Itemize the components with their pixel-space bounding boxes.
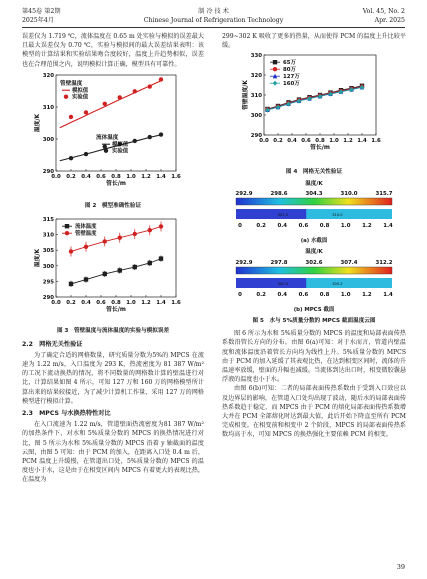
- cbar-a-position-label: 0: [238, 223, 242, 230]
- figure-3-caption: 图 3 管壁温度与流体温度的实验与模拟误差: [56, 328, 170, 335]
- cbar-b-scale-label: 292.9: [235, 259, 253, 266]
- journal-title-cn: 制 冷 技 术: [198, 8, 229, 15]
- fig2-y-tick-label: 290: [42, 168, 54, 175]
- fig2-legend-swatch: [64, 94, 68, 98]
- fig2-data-point: [103, 101, 107, 105]
- cbar-a-scale-label: 298.6: [270, 191, 288, 198]
- volume-label: Vol. 45, No. 2: [362, 8, 405, 15]
- cbar-a-gradient-bar: [236, 198, 392, 205]
- fig3-data-point: [84, 278, 88, 282]
- fig2-legend-label: 实验值: [72, 94, 89, 101]
- fig4-legend-marker: [273, 81, 277, 86]
- cbar-b-position-label: 1.0: [340, 291, 351, 298]
- fig3-x-tick-label: 0.0: [51, 300, 61, 307]
- continued-paragraph: 299~302 K 吸收了更多的热量，从而使得 PCM 的温度上升比较平缓。: [222, 33, 406, 50]
- cbar-b-position-label: 1.4: [383, 291, 393, 298]
- fig2-data-point: [84, 110, 88, 114]
- fig2-annotation-wall: 管壁温度: [60, 80, 83, 87]
- fig4-y-axis-label: 管壁温度/K: [243, 80, 249, 111]
- subfigure-b-caption: (b) MPCS 截面: [293, 306, 335, 313]
- left-column: [22, 32, 204, 485]
- fig2-data-point: [148, 135, 152, 139]
- fig2-x-tick-label: 0.6: [96, 173, 106, 180]
- figure-4-caption: 图 4 网格无关性验证: [285, 168, 343, 175]
- volume-date: Apr. 2025: [374, 17, 405, 24]
- section-2-3-paragraph: 在入口流速为 1.22 m/s，管道壁面热流密度为81 387 W/m² 的加热条件下，对水和 5%质量分数的 MPCS 的换热情况进行对比，图 5 所示为水和 5%质量分数的 MPCS 沿着 y 轴截面的温度云图，由图 5 可知：由于 PCM 的加入，在距离入口处 0.4 m 后，PCM 温度上升缓慢，在管道出口处，5%质量分数的 MPCS 的温度也小于水，这是由于在相变区间内 MPCS 有着更大的表观比热，在温度为: [22, 421, 204, 484]
- cbar-b-position-label: 0.4: [277, 291, 288, 298]
- fig2-legend-label: 模拟值: [112, 141, 129, 148]
- fig4-x-tick-label: 0.6: [301, 138, 311, 145]
- cbar-b-gradient-bar: [236, 267, 392, 274]
- fig4-x-tick-label: 0.2: [273, 138, 283, 145]
- fig3-x-tick-label: 1.6: [171, 300, 181, 307]
- fig2-x-tick-label: 1.6: [171, 173, 181, 180]
- fig3-x-tick-label: 0.2: [66, 300, 76, 307]
- fig4-x-axis-label: 管长/m: [310, 145, 330, 152]
- fig3-x-tick-label: 0.8: [111, 300, 121, 307]
- fig3-x-tick-label: 1.0: [126, 300, 136, 307]
- figure-4-chart: [222, 50, 406, 162]
- fig4-legend-label: 160万: [283, 81, 300, 88]
- cbar-b-scale-label: 302.6: [305, 259, 323, 266]
- colorbar-b-title: 温度/K: [305, 249, 323, 256]
- fig2-legend-label: 模拟值: [72, 87, 89, 94]
- figure-2-chart: [22, 69, 204, 197]
- fig3-data-point: [69, 282, 73, 286]
- fig2-data-point: [69, 156, 73, 160]
- fig4-series-line: [268, 88, 363, 111]
- cbar-b-position-label: 0.2: [256, 291, 266, 298]
- fig3-legend-label: 管壁温度: [75, 231, 97, 238]
- fig3-data-point: [118, 268, 122, 272]
- figure-2-caption: 图 2 模型准确性验证: [84, 203, 142, 210]
- cbar-b-contour-label: 305.2: [332, 281, 343, 286]
- cbar-b-position-label: 0.8: [319, 291, 330, 298]
- cbar-a-position-label: 0.4: [277, 223, 288, 230]
- fig2-data-point: [133, 139, 137, 143]
- cbar-a-contour-label: 310.0: [332, 213, 343, 218]
- fig3-data-point: [133, 265, 137, 269]
- fig3-x-tick-label: 0.6: [96, 300, 106, 307]
- cbar-b-scale-label: 297.8: [270, 259, 288, 266]
- fig2-x-axis-label: 管长/m: [106, 180, 126, 187]
- fig2-x-tick-label: 1.0: [126, 173, 136, 180]
- page-header: [22, 7, 405, 29]
- fig3-x-tick-label: 1.2: [141, 300, 151, 307]
- fig4-x-tick-label: 0.4: [287, 138, 297, 145]
- fig2-x-tick-label: 0.2: [66, 173, 76, 180]
- colorbar-b: [222, 258, 406, 302]
- fig3-x-tick-label: 1.4: [156, 300, 166, 307]
- fig4-y-tick-label: 320: [250, 73, 262, 80]
- fig2-annotation-fluid: 流体温度: [96, 134, 119, 141]
- fig3-x-axis-label: 管长/m: [106, 307, 126, 314]
- fig3-y-tick-label: 315: [42, 217, 54, 224]
- fig2-data-point: [103, 144, 107, 148]
- cbar-b-scale-label: 312.2: [375, 259, 393, 266]
- cbar-b-position-label: 0.6: [298, 291, 309, 298]
- fig3-data-point: [159, 225, 163, 229]
- subfigure-a-caption: (a) 水截面: [300, 238, 328, 245]
- fig4-y-tick-label: 310: [250, 93, 262, 100]
- fig2-data-point: [69, 115, 73, 119]
- cbar-b-position-label: 0: [238, 291, 242, 298]
- fig2-data-point: [84, 152, 88, 156]
- fig2-legend-swatch: [104, 148, 108, 152]
- fig2-x-tick-label: 0.4: [81, 173, 91, 180]
- fig3-data-point: [148, 261, 152, 265]
- issue-label: 第45卷 第2期: [22, 8, 61, 15]
- fig4-legend-label: 80万: [283, 67, 296, 74]
- fig3-data-point: [69, 249, 73, 253]
- fig3-data-point: [84, 245, 88, 249]
- right-column: [222, 32, 406, 440]
- journal-title-en: Chinese Journal of Refrigeration Technology: [143, 17, 284, 24]
- fig3-data-point: [148, 228, 152, 232]
- fig4-x-tick-label: 0.0: [259, 138, 269, 145]
- issue-date: 2025年4月: [22, 17, 55, 24]
- cbar-a-position-label: 1.0: [340, 223, 351, 230]
- colorbar-a: [222, 189, 406, 233]
- fig2-y-tick-label: 310: [42, 104, 54, 111]
- fig2-y-axis-label: 温度/K: [35, 113, 41, 132]
- cbar-a-position-label: 1.2: [362, 223, 372, 230]
- section-2-2-heading: 2.2 网格无关性验证: [22, 340, 83, 348]
- fig2-data-point: [133, 89, 137, 93]
- fig4-y-tick-label: 330: [250, 53, 262, 60]
- cbar-b-scale-label: 307.4: [340, 259, 358, 266]
- fig4-legend-marker: [273, 67, 277, 71]
- cbar-a-scale-label: 304.3: [305, 191, 323, 198]
- fig3-legend-label: 流体温度: [75, 224, 97, 231]
- cbar-a-position-label: 0.8: [319, 223, 330, 230]
- cbar-a-position-label: 0.2: [256, 223, 266, 230]
- fig4-x-tick-label: 1.0: [329, 138, 339, 145]
- fig3-y-axis-label: 温度/K: [35, 249, 41, 268]
- fig2-legend-label: 实验值: [112, 148, 129, 155]
- fig2-data-point: [148, 84, 152, 88]
- fig3-y-tick-label: 290: [42, 295, 54, 302]
- fig3-y-tick-label: 295: [42, 279, 54, 286]
- fig4-legend-marker: [273, 60, 277, 64]
- fig3-x-tick-label: 0.4: [81, 300, 91, 307]
- fig2-x-tick-label: 1.4: [156, 173, 166, 180]
- fig2-x-tick-label: 0.0: [51, 173, 61, 180]
- fig3-y-tick-label: 305: [42, 248, 54, 255]
- figure-3-chart: [22, 214, 204, 322]
- cbar-b-position-label: 1.2: [362, 291, 372, 298]
- cbar-a-scale-label: 315.7: [375, 191, 393, 198]
- fig3-data-point: [118, 236, 122, 240]
- fig2-data-point: [159, 77, 163, 81]
- intro-paragraph: 误差仅为 1.719 ℃，流体温度在 0.65 m 处实验与模拟的误差最大且最大误差仅为 0.70 ℃，实验与模拟间的最大误差结果表明：该模型的计算结果和实验结果吻合度较好，温度上升趋势相似，误差也在合理范围之内，说明模拟计算正确，模型具有可靠性。: [22, 33, 204, 68]
- page-number: 39: [396, 563, 405, 571]
- fig4-legend-label: 127万: [283, 74, 300, 81]
- header-rule: [22, 27, 405, 28]
- fig3-data-point: [103, 272, 107, 276]
- fig3-data-point: [159, 257, 163, 261]
- cbar-a-position-label: 1.4: [383, 223, 393, 230]
- fig3-data-point: [103, 239, 107, 243]
- fig4-x-tick-label: 1.6: [371, 138, 381, 145]
- fig2-y-tick-label: 300: [42, 136, 54, 143]
- colorbar-a-title: 温度/K: [305, 180, 323, 187]
- fig2-x-tick-label: 0.8: [111, 173, 121, 180]
- fig4-x-tick-label: 0.8: [315, 138, 325, 145]
- fig3-data-point: [133, 232, 137, 236]
- fig3-legend-marker: [65, 224, 69, 228]
- section-2-3-heading: 2.3 MPCS 与水换热特性对比: [22, 410, 111, 418]
- fig3-plot-frame: [56, 219, 176, 297]
- cbar-b-contour-label: 300.3: [277, 281, 288, 286]
- fig4-y-tick-label: 300: [250, 113, 262, 120]
- figure-6b-paragraph: 由图 6(b)可知：二者的局部表面传热系数由于受到入口效应以及边界层的影响，在管道入口处均出现了波动，随后水的局部表面传热系数趋于稳定，而 MPCS 由于 PCM 的熔化局部表面传热系数增大并在 PCM 全部熔化时达到最大值，此后开始下降直至所有 PCM 完成相变。在相变前和相变中 2 个阶段，MPCS 的局部表面传热系数均高于水，可知 MPCS 的换热强化主要依赖 PCM 的相变。: [222, 385, 406, 439]
- fig3-y-tick-label: 300: [42, 264, 54, 271]
- fig2-x-tick-label: 1.2: [141, 173, 151, 180]
- fig3-y-tick-label: 310: [42, 232, 54, 239]
- section-2-2-paragraph: 为了确定合适的网格数量，研究质量分数为5%的 MPCS 在流速为 1.22 m/s，入口温度为 293 K，热流密度为 81 387 W/m² 的工况下流动换热的情况，将不同数量的网格数计算的壁温进行对比，计算结果如图 4 所示，可知 127 万和 160 万的网格模型所计算出来的结果较接近，为了减少计算机工作量，采用 127 万的网格模型进行模拟计算。: [22, 351, 204, 405]
- fig4-legend-label: 65万: [283, 60, 296, 67]
- cbar-a-position-label: 0.6: [298, 223, 309, 230]
- fig4-x-tick-label: 1.4: [357, 138, 367, 145]
- figure-5-caption: 图 5 水与 5%质量分数的 MPCS 截面温度云图: [252, 318, 376, 325]
- cbar-a-contour-label: 301.5: [277, 213, 288, 218]
- cbar-a-scale-label: 292.9: [235, 191, 253, 198]
- figure-6a-paragraph: 图 6 所示为水和 5%质量分数的 MPCS 的温度和局部表面传热系数沿管长方向的分布。由图 6(a)可知：对于水而言，管道内壁温度和流体温度沿着管长方向均为线性上升。5%质量分数的 MPCS 由于 PCM 的加入延缓了其表观比热，在达到相变区间时，流体的升温速率放缓，壁面的升幅也减缓。当流体到达出口时，相变微胶囊悬浮液的温度也小于水。: [222, 330, 406, 384]
- fig2-y-tick-label: 320: [42, 72, 54, 79]
- cbar-a-cross-section-warm: [306, 209, 392, 219]
- cbar-a-scale-label: 310.0: [340, 191, 358, 198]
- fig2-data-point: [118, 95, 122, 99]
- fig4-y-tick-label: 290: [250, 133, 262, 140]
- fig3-legend-marker: [65, 231, 69, 235]
- cbar-b-cross-section-warm: [306, 278, 392, 288]
- fig4-x-tick-label: 1.2: [343, 138, 353, 145]
- fig2-data-point: [159, 132, 163, 136]
